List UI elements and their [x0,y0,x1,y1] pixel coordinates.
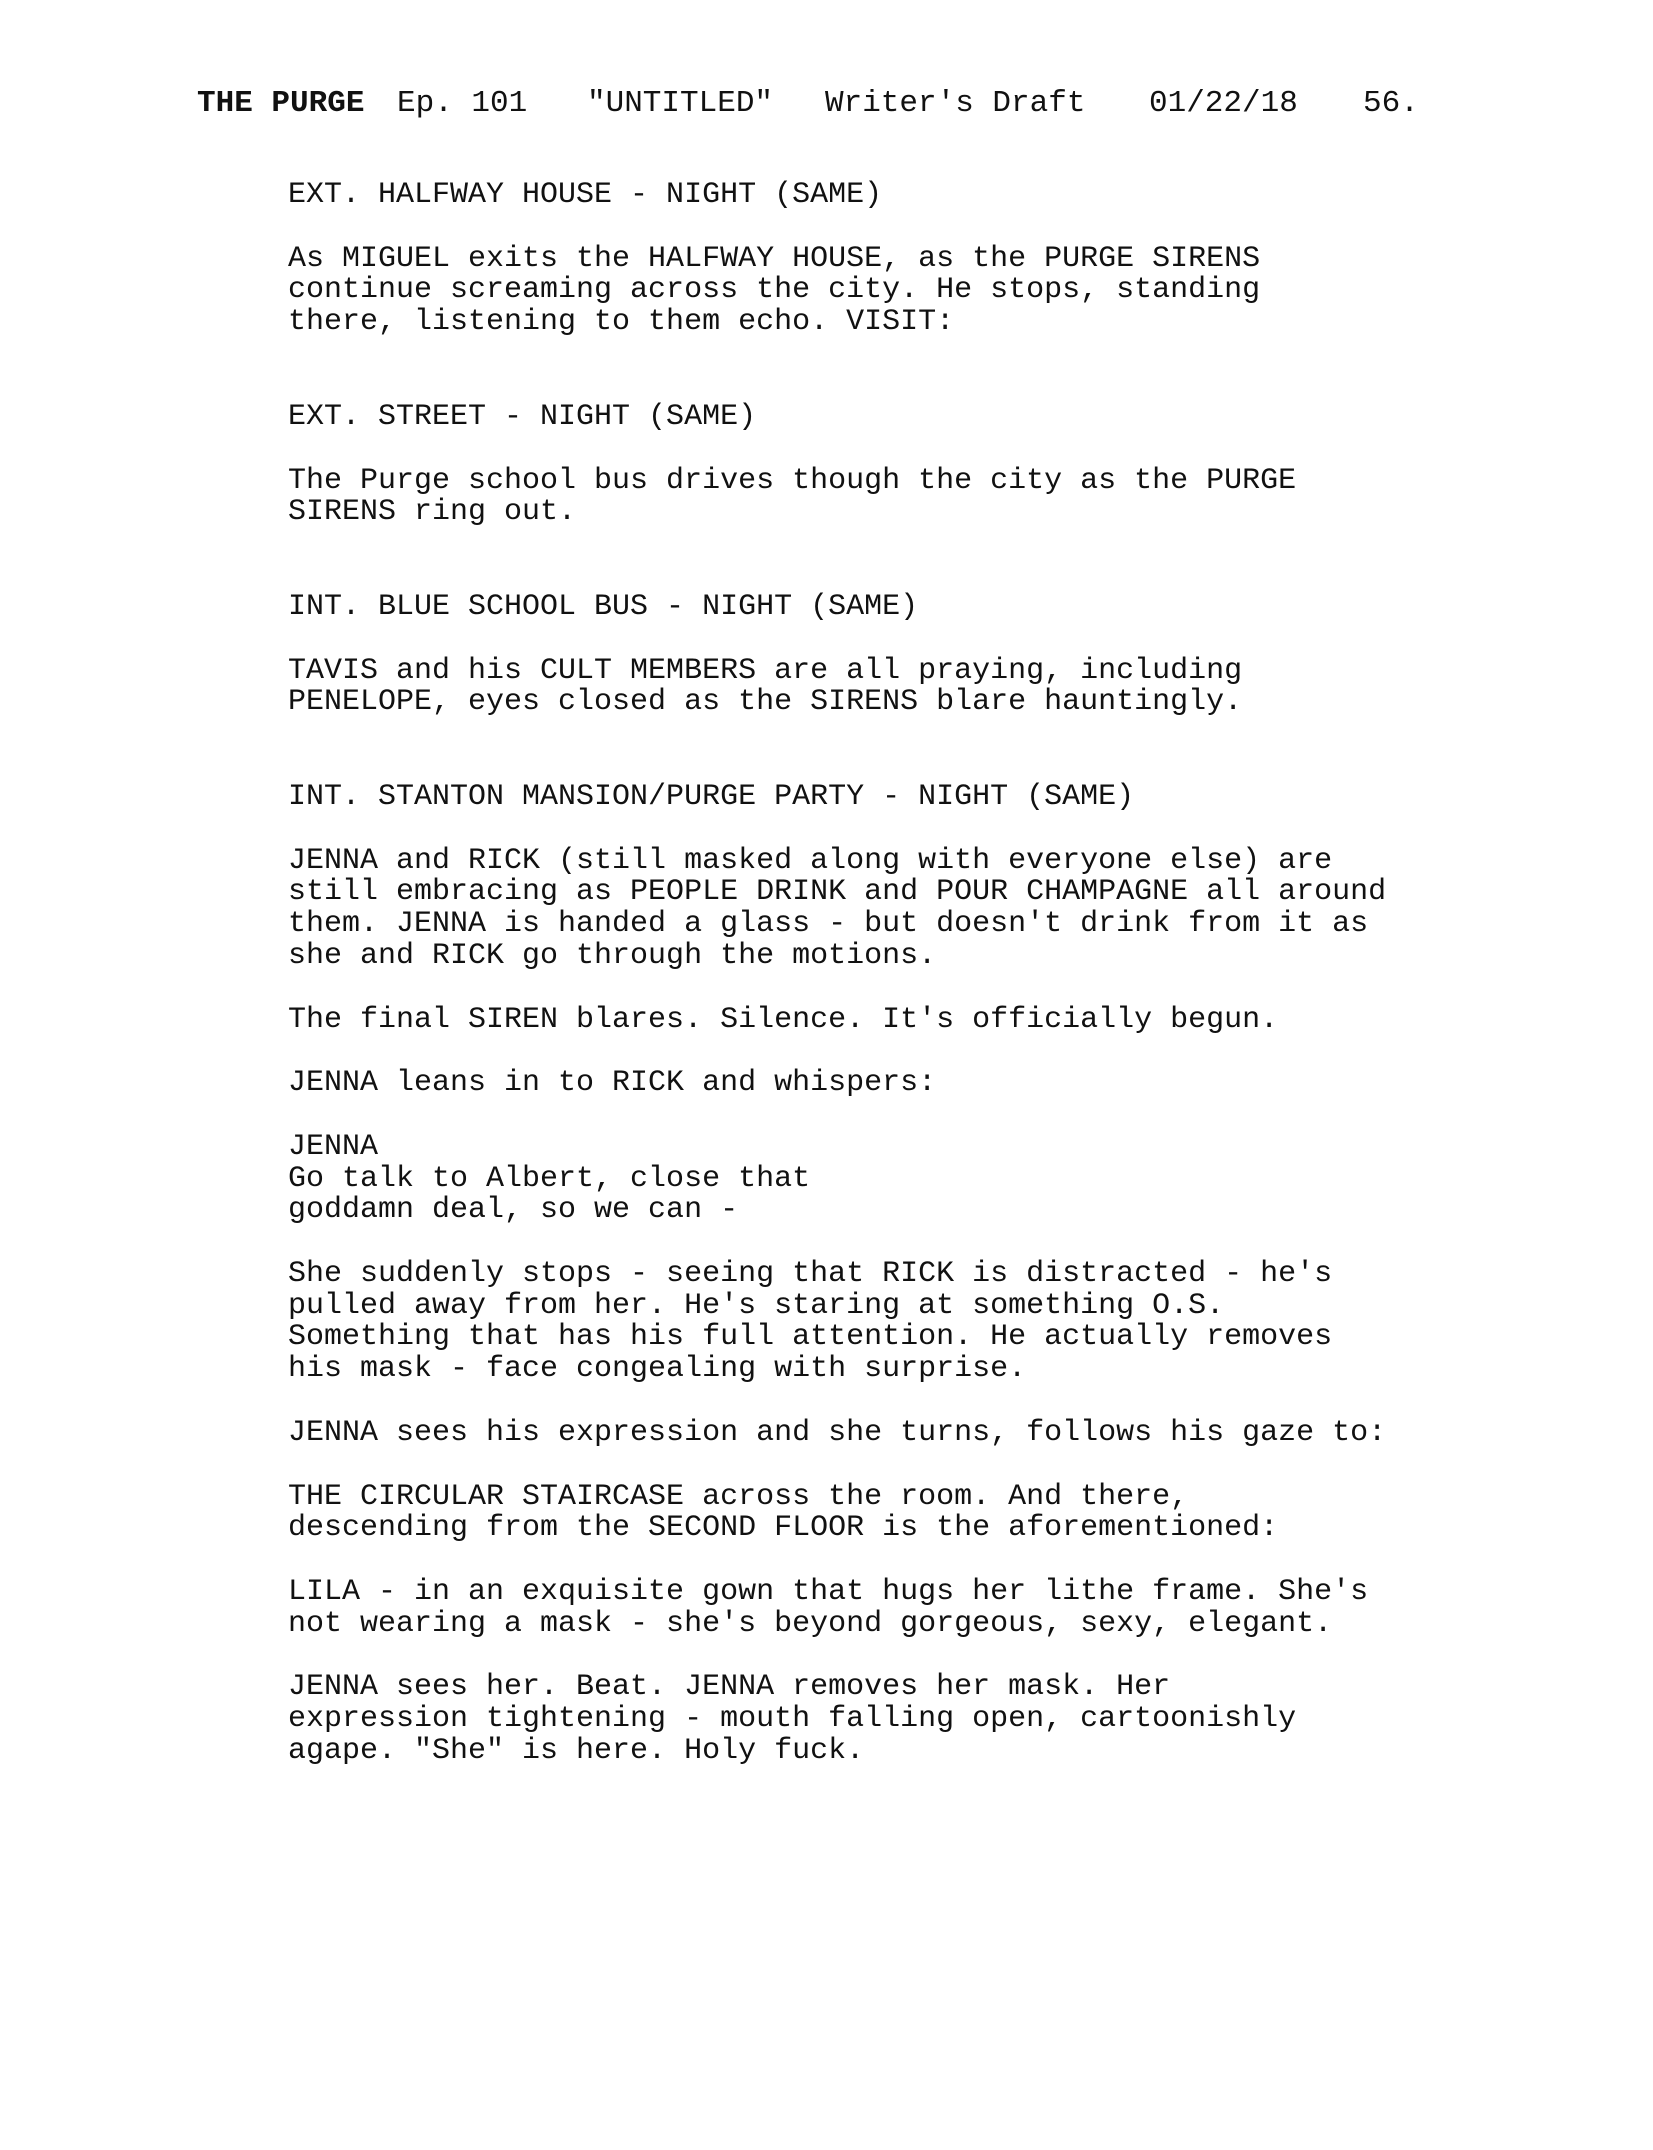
scene-heading: EXT. STREET - NIGHT (SAME) [288,399,757,434]
action-text: JENNA and RICK (still masked along with everyone else) are still embracing as PEOPLE DRINK and POUR CHAMPAGNE all around them. JENNA is handed a glass - but doesn't drink from it as she and RICK go through the motions. [288,843,1387,973]
action-text: THE CIRCULAR STAIRCASE across the room. And there, descending from the SECOND FLOOR is the aforementioned: [288,1479,1279,1546]
header-page-number: 56. [1363,86,1419,121]
header-show-title: THE PURGE [197,86,365,121]
header-episode: Ep. 101 [397,86,528,121]
action-text: As MIGUEL exits the HALFWAY HOUSE, as the PURGE SIRENS continue screaming across the city. He stops, standing there, listening to them echo. VISIT: [288,241,1261,340]
header-date: 01/22/18 [1149,86,1298,121]
action-text: The final SIREN blares. Silence. It's officially begun. [288,1002,1279,1037]
header-episode-title: "UNTITLED" [587,86,774,121]
page-header [197,84,1437,124]
character-name: JENNA [288,1129,379,1164]
action-text: JENNA leans in to RICK and whispers: [288,1066,937,1101]
dialogue-block [288,1129,1468,1228]
script-body [288,180,1468,1768]
header-draft: Writer's Draft [825,86,1086,121]
action-text: She suddenly stops - seeing that RICK is distracted - he's pulled away from her. He's staring at something O.S. Something that has his full attention. He actually removes his mask - face congealing with surprise. [288,1257,1333,1387]
action-text: TAVIS and his CULT MEMBERS are all praying, including PENELOPE, eyes closed as the SIRENS blare hauntingly. [288,653,1243,720]
scene-heading: EXT. HALFWAY HOUSE - NIGHT (SAME) [288,178,883,212]
action-text: JENNA sees his expression and she turns, follows his gaze to: [288,1415,1387,1450]
scene-heading: INT. BLUE SCHOOL BUS - NIGHT (SAME) [288,589,919,624]
action-text: LILA - in an exquisite gown that hugs her lithe frame. She's not wearing a mask - she's beyond gorgeous, sexy, elegant. [288,1574,1369,1641]
scene-heading: INT. STANTON MANSION/PURGE PARTY - NIGHT (SAME) [288,780,1135,815]
dialogue-line: Go talk to Albert, close that goddamn deal, so we can - [288,1161,811,1228]
action-text: JENNA sees her. Beat. JENNA removes her mask. Her expression tightening - mouth falling open, cartoonishly agape. "She" is here. Holy fuck. [288,1670,1297,1768]
action-text: The Purge school bus drives though the city as the PURGE SIRENS ring out. [288,463,1297,530]
